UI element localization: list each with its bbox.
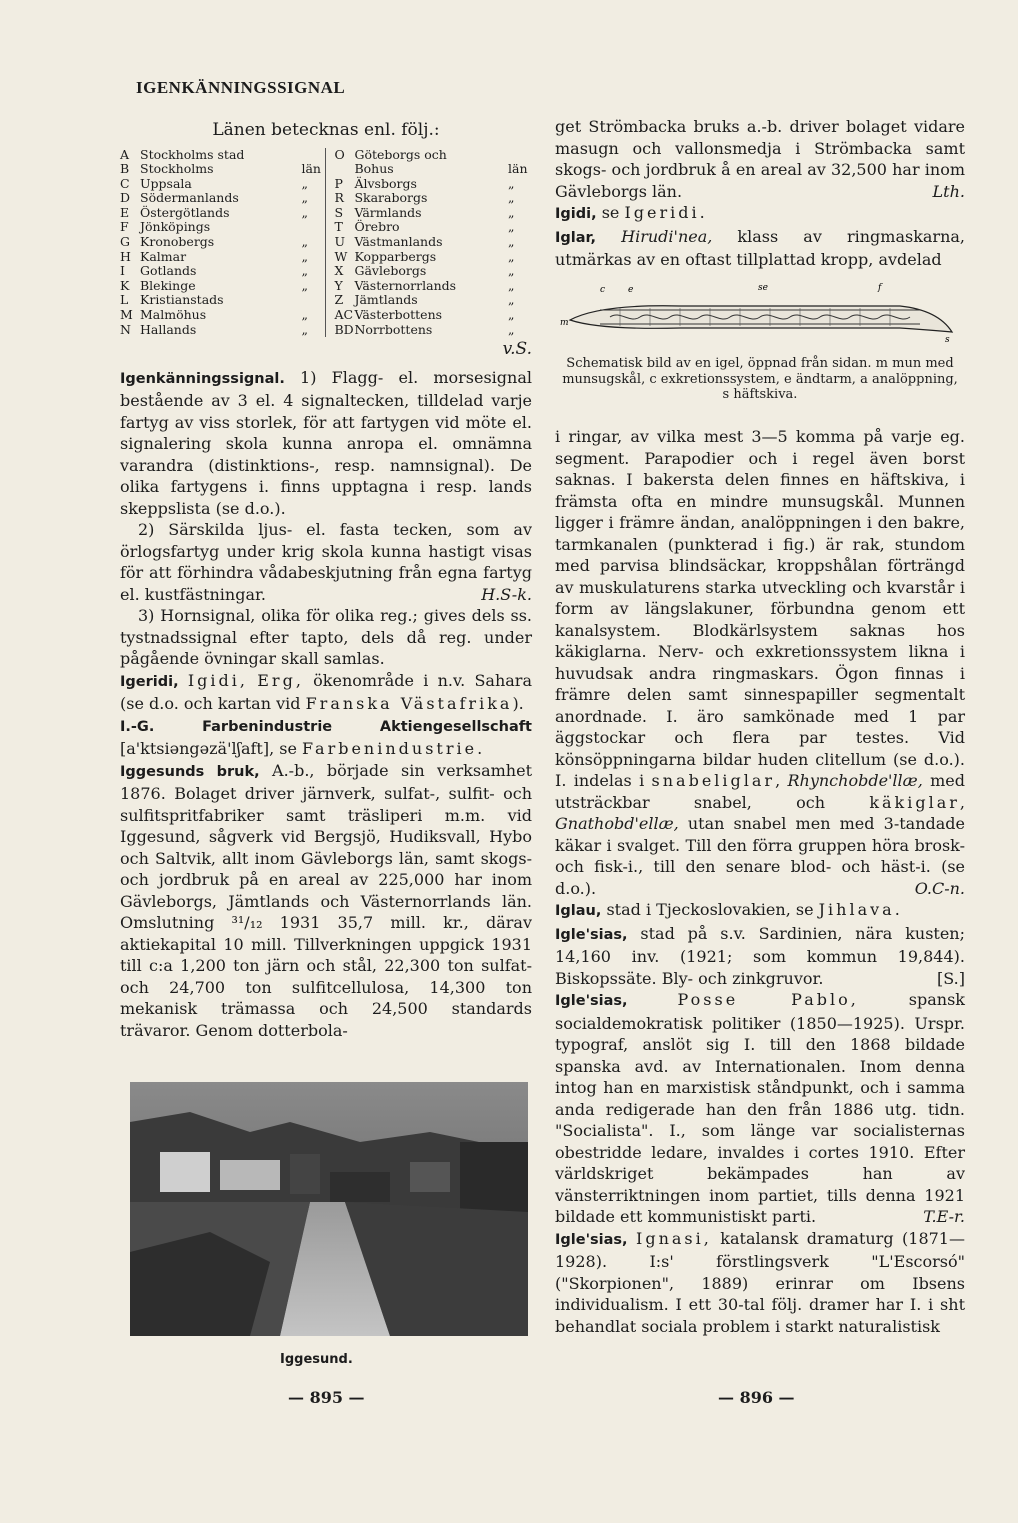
lan-suffix	[301, 220, 325, 235]
lan-row	[120, 148, 325, 163]
spaced-term: Erg,	[257, 670, 304, 690]
lan-code: I	[120, 263, 125, 279]
lan-row	[334, 308, 532, 323]
lan-code: Y	[334, 277, 343, 293]
photo-illustration	[130, 1082, 528, 1336]
lan-name: Uppsala	[140, 175, 192, 191]
lan-suffix: „	[508, 219, 515, 235]
lan-code: K	[120, 277, 130, 293]
cross-reference: Igeridi	[624, 203, 700, 222]
lan-suffix: „	[508, 263, 515, 279]
lan-row	[120, 323, 325, 338]
entry-iglau	[555, 899, 965, 923]
lan-suffix	[508, 148, 532, 163]
fig-label-s: s	[945, 335, 950, 345]
lan-code: O	[334, 146, 345, 162]
lan-name: Gävleborgs	[354, 263, 427, 279]
left-column	[120, 120, 532, 1041]
lan-suffix: „	[508, 307, 515, 323]
lan-code: R	[334, 190, 344, 206]
lan-name: Kristianstads	[140, 292, 224, 308]
lan-table-vs: v.S.	[502, 339, 532, 360]
lan-name: Kronobergs	[140, 234, 215, 250]
lan-row	[334, 279, 532, 294]
fig-label-m: m	[560, 318, 569, 328]
lan-row	[120, 308, 325, 323]
page-number-left: — 895 —	[288, 1388, 365, 1407]
lan-code: W	[334, 248, 348, 264]
lan-code: H	[120, 248, 131, 264]
lan-row	[120, 264, 325, 279]
entry-text: [a'ktsiəngəzä'lʃaft], se	[120, 739, 303, 759]
lan-suffix: „	[508, 277, 515, 293]
lan-suffix: „	[508, 321, 515, 337]
lemma: Igenkänningssignal.	[120, 370, 285, 387]
lan-name: Västernorrlands	[354, 277, 457, 293]
lan-suffix: län	[301, 161, 321, 177]
entry-iglesias-ignasi	[555, 1228, 965, 1338]
cross-reference: Farbenindustrie	[302, 739, 478, 759]
lan-table-right	[325, 148, 532, 338]
lan-name: Stockholms	[140, 161, 214, 177]
spaced-term: Ignasi,	[636, 1228, 712, 1248]
lan-code: N	[120, 321, 131, 337]
lan-suffix: „	[508, 248, 515, 264]
lan-row	[120, 162, 325, 177]
fig-label-c: c	[600, 285, 606, 295]
entry-text: .	[894, 900, 900, 919]
entry-continuation	[555, 116, 965, 202]
lan-suffix: „	[508, 190, 515, 206]
entry-iglesias-pablo	[555, 989, 965, 1228]
lan-name: Västerbottens	[354, 307, 443, 323]
lan-name: Blekinge	[140, 277, 196, 293]
spaced-term: snabeliglar	[651, 771, 776, 790]
lan-suffix: „	[301, 277, 308, 293]
signature: H.S-k.	[481, 584, 532, 604]
entry-text: klass av ringmaskarna, utmärkas av en oftast tillplattad kropp, avdelad	[555, 226, 965, 269]
lan-name: Örebro	[354, 219, 400, 235]
lemma: Igidi,	[555, 206, 597, 222]
entry-text: med utsträckbar snabel, och	[555, 771, 966, 812]
entry-ig-farbenindustrie	[120, 715, 532, 760]
lan-name: Hallands	[140, 321, 197, 337]
lan-name: Älvsborgs	[354, 175, 417, 191]
lemma: Igle'sias,	[555, 926, 628, 943]
lan-code: AC	[334, 307, 354, 323]
entry-iglar	[555, 226, 965, 271]
lan-name: Västmanlands	[354, 234, 443, 250]
entry-text: spansk socialdemokratisk politiker (1850—1925). Urspr. typograf, anslöt sig I. till den 1868 bildade spanska avd. av Internationalen. Inom denna intog han en marxistisk ståndpunkt, och i samma anda redigerade han den från 1886 utg. tidn. "Socialista". I., som länge var socialisternas obestridde ledare, invaldes i cortes 1910. Efter världskriget bekämpades han av vänsterriktningen inom partiet, tills denna 1921 bildade ett kommunistiskt parti.	[555, 990, 965, 1226]
lan-suffix: „	[301, 190, 308, 206]
lan-row	[334, 191, 532, 206]
lan-code	[334, 162, 354, 177]
lan-suffix: „	[301, 204, 308, 220]
lan-name: Norrbottens	[354, 321, 433, 337]
lemma: I.-G. Farbenindustrie Aktiengesellschaft	[120, 718, 532, 735]
lan-suffix: „	[301, 307, 308, 323]
fig-label-f: f	[878, 283, 882, 293]
lan-name: Jönköpings	[140, 219, 211, 235]
lemma: Igle'sias,	[555, 993, 628, 1009]
lan-row	[334, 250, 532, 265]
entry-iggesunds-bruk	[120, 760, 532, 1042]
entry-igidi	[555, 202, 965, 226]
running-head: IGENKÄNNINGSSIGNAL	[136, 78, 346, 97]
entry-text: ).	[512, 694, 524, 714]
lan-suffix: „	[508, 234, 515, 250]
lan-suffix: „	[508, 175, 515, 191]
lan-name: Kalmar	[140, 248, 187, 264]
lemma: Iglau,	[555, 903, 602, 919]
lan-name: Malmöhus	[140, 307, 207, 323]
lan-name: Värmlands	[354, 204, 422, 220]
latin-term: Gnathobd'ellæ,	[555, 814, 679, 833]
lan-suffix: „	[301, 175, 308, 191]
entry-iglesias-town	[555, 923, 965, 990]
lan-row	[120, 250, 325, 265]
lan-code: BD	[334, 321, 354, 337]
lan-code: C	[120, 175, 130, 191]
lan-row	[120, 177, 325, 192]
lan-suffix	[301, 293, 325, 308]
entry-iglar-cont	[555, 426, 965, 899]
spaced-term: Igidi,	[187, 670, 248, 690]
lemma: Iglar,	[555, 229, 597, 246]
lan-row	[120, 206, 325, 221]
lan-code: L	[120, 292, 129, 308]
lan-code: P	[334, 175, 343, 191]
lan-row	[334, 177, 532, 192]
lan-row	[334, 148, 532, 163]
entry-text: 3) Hornsignal, olika för olika reg.; gives dels ss. tystnadssignal efter tapto, dels då reg. under pågående övningar skall samlas.	[120, 606, 532, 669]
entry-igenkanningssignal-2	[120, 519, 532, 605]
lan-name: Stockholms stad	[140, 146, 245, 162]
page-number-right: — 896 —	[718, 1388, 795, 1407]
lan-code: U	[334, 234, 345, 250]
lan-code: A	[120, 146, 130, 162]
signature: O.C-n.	[914, 878, 965, 898]
lan-name: Östergötlands	[140, 204, 230, 220]
lemma: Igeridi,	[120, 673, 179, 690]
lan-row	[334, 220, 532, 235]
lan-row	[334, 323, 532, 338]
lan-name: Göteborgs och	[354, 146, 447, 162]
entry-text: i ringar, av vilka mest 3—5 komma på varje eg. segment. Parapodier och i regel även borst saknas. I bakersta delen finnes en häftskiva, i främsta ofta en mindre munsugskål. Munnen ligger i främre ändan, analöppningen i den bakre, tarmkanalen (punkterad i fig.) är rak, stundom med parvisa blindsäckar, kroppshålan förträngd av muskulaturens starka utveckling och kvarstår i form av längslakuner, förbundna genom ett kanalsystem. Blodkärlsystem saknas hos käkiglarna. Nerv- och exkretionssystem likna i huvudsak andra ringmaskars. Ögon finnas i främre delen samt sinnespapiller segmentalt anordnade. I. äro samkönade med 1 par äggstockar och flera par testes. Vid könsöppningarna bildar huden clitellum (se d.o.). I. indelas i	[555, 427, 965, 790]
lan-code: X	[334, 263, 344, 279]
lan-table	[120, 148, 532, 338]
entry-igenkanningssignal-3	[120, 605, 532, 670]
signature: Lth.	[932, 181, 965, 201]
lemma: Iggesunds bruk,	[120, 763, 260, 780]
lan-suffix: län	[508, 161, 528, 177]
lan-name: Södermanlands	[140, 190, 239, 206]
lan-name: Bohus	[354, 161, 394, 177]
lan-code: M	[120, 307, 133, 323]
lan-row	[120, 293, 325, 308]
lan-row	[334, 162, 532, 177]
spaced-term: käkiglar	[869, 792, 960, 812]
entry-text: se	[596, 203, 625, 222]
lan-code: T	[334, 219, 343, 235]
lan-code: S	[334, 204, 344, 220]
cross-reference: Franska Västafrika	[305, 694, 513, 714]
lan-suffix: „	[301, 234, 308, 250]
lan-suffix: „	[301, 263, 308, 279]
lan-name: Jämtlands	[354, 292, 418, 308]
lan-suffix: „	[301, 248, 308, 264]
cross-reference: Jihlava	[818, 900, 895, 919]
lan-table-left	[120, 148, 325, 338]
lan-code: D	[120, 190, 131, 206]
lan-name: Gotlands	[140, 263, 197, 279]
lan-code: E	[120, 204, 130, 220]
lan-suffix: „	[508, 292, 515, 308]
lan-name: Skaraborgs	[354, 190, 428, 206]
lan-table-title: Länen betecknas enl. följ.:	[212, 120, 440, 140]
lan-row	[120, 220, 325, 235]
photo-caption: Iggesund.	[280, 1352, 353, 1367]
fig-label-e: e	[628, 285, 634, 295]
entry-text: ,	[775, 771, 788, 790]
lan-row	[334, 293, 532, 308]
signature: T.E-r.	[923, 1207, 965, 1226]
entry-text: .	[699, 203, 705, 222]
entry-text: 1) Flagg- el. morsesignal bestående av 3 el. 4 signaltecken, tilldelad varje fartyg av viss storlek, för att fartygen vid möte el. signalering skola kunna anropa el. omnämna varandra (distinktions-, resp. namnsignal). De olika fartygens i. finns upptagna i resp. lands skeppslista (se d.o.).	[120, 367, 532, 518]
entry-text: katalansk dramaturg (1871—1928). I:s' förstlingsverk "L'Escorsó" ("Skorpionen", 1889) erinrar om Ibsens individualism. I ett 30-tal följ. dramer har I. i sht behandlat sociala problem i starkt naturalistisk	[555, 1228, 965, 1336]
iggesund-photo	[130, 1082, 528, 1336]
lan-code: Z	[334, 292, 344, 308]
entry-igeridi	[120, 670, 532, 715]
right-column	[555, 116, 965, 271]
lan-row	[120, 279, 325, 294]
lan-code: G	[120, 234, 130, 250]
lan-row	[120, 191, 325, 206]
leech-figure	[560, 280, 960, 346]
lan-row	[334, 264, 532, 279]
entry-text: utan snabel men med 3-tandade käkar i svalget. Till den förra gruppen höra brosk- och fisk-i., till den senare blod- och häst-i. (se d.o.).	[555, 814, 965, 898]
entry-text: stad i Tjeckoslovakien, se	[601, 900, 819, 919]
entry-text: A.-b., började sin verksamhet 1876. Bolaget driver järnverk, sulfat-, sulfit- och sulfitspritfabriker samt träsliperi m.m. vid Iggesund, sågverk vid Bergsjö, Hudiksvall, Hybo och Saltvik, allt inom Gävleborgs län, samt skogs- och jordbruk på en areal av 225,000 har inom Gävleborgs, Jämtlands och Västernorrlands län. Omslutning ³¹/₁₂ 1931 35,7 mill. kr., därav aktiekapital 10 mill. Tillverkningen uppgick 1931 till c:a 1,200 ton järn och stål, 22,300 ton sulfat- och 24,700 ton sulfitcellulosa, 14,300 ton mekanisk trämassa och 24,500 standards trävaror. Genom dotterbola-	[120, 760, 533, 1040]
entry-text: ,	[959, 792, 965, 812]
entry-text: get Strömbacka bruks a.-b. driver bolaget vidare masugn och vallonsmedja i Strömbacka samt skogs- och jordbruk å en areal av 32,500 har inom Gävleborgs län.	[555, 117, 965, 201]
latin-term: Hirudi'nea,	[621, 226, 713, 246]
signature: [S.]	[937, 968, 965, 988]
entry-igenkanningssignal	[120, 367, 532, 520]
lan-code: F	[120, 219, 129, 235]
figure-caption: Schematisk bild av en igel, öppnad från sidan. m mun med munsugskål, c exkretionssystem, e ändtarm, a analöppning, s häftskiva.	[562, 356, 958, 402]
entry-text: .	[477, 739, 483, 759]
fig-label-se: se	[758, 283, 768, 293]
lan-code: B	[120, 161, 130, 177]
right-column-lower	[555, 426, 965, 1337]
lan-row	[334, 235, 532, 250]
entry-text: stad på s.v. Sardinien, nära kusten; 14,160 inv. (1921; som kommun 19,844). Biskopssäte. Bly- och zinkgruvor.	[555, 923, 965, 988]
entry-text: ökenområde i n.v. Sahara (se d.o. och kartan vid	[120, 670, 532, 714]
lan-suffix: „	[301, 321, 308, 337]
lemma: Igle'sias,	[555, 1231, 628, 1248]
spaced-term: Posse Pablo,	[677, 990, 859, 1009]
lan-suffix: „	[508, 204, 515, 220]
lan-suffix	[301, 148, 325, 163]
latin-term: Rhynchobde'llæ,	[787, 771, 923, 790]
lan-row	[120, 235, 325, 250]
lan-name: Kopparbergs	[354, 248, 437, 264]
entry-text: 2) Särskilda ljus- el. fasta tecken, som av örlogsfartyg under krig skola kunna hastigt visas för att förhindra vådabeskjutning från egna fartyg el. kustfästningar.	[120, 520, 532, 604]
